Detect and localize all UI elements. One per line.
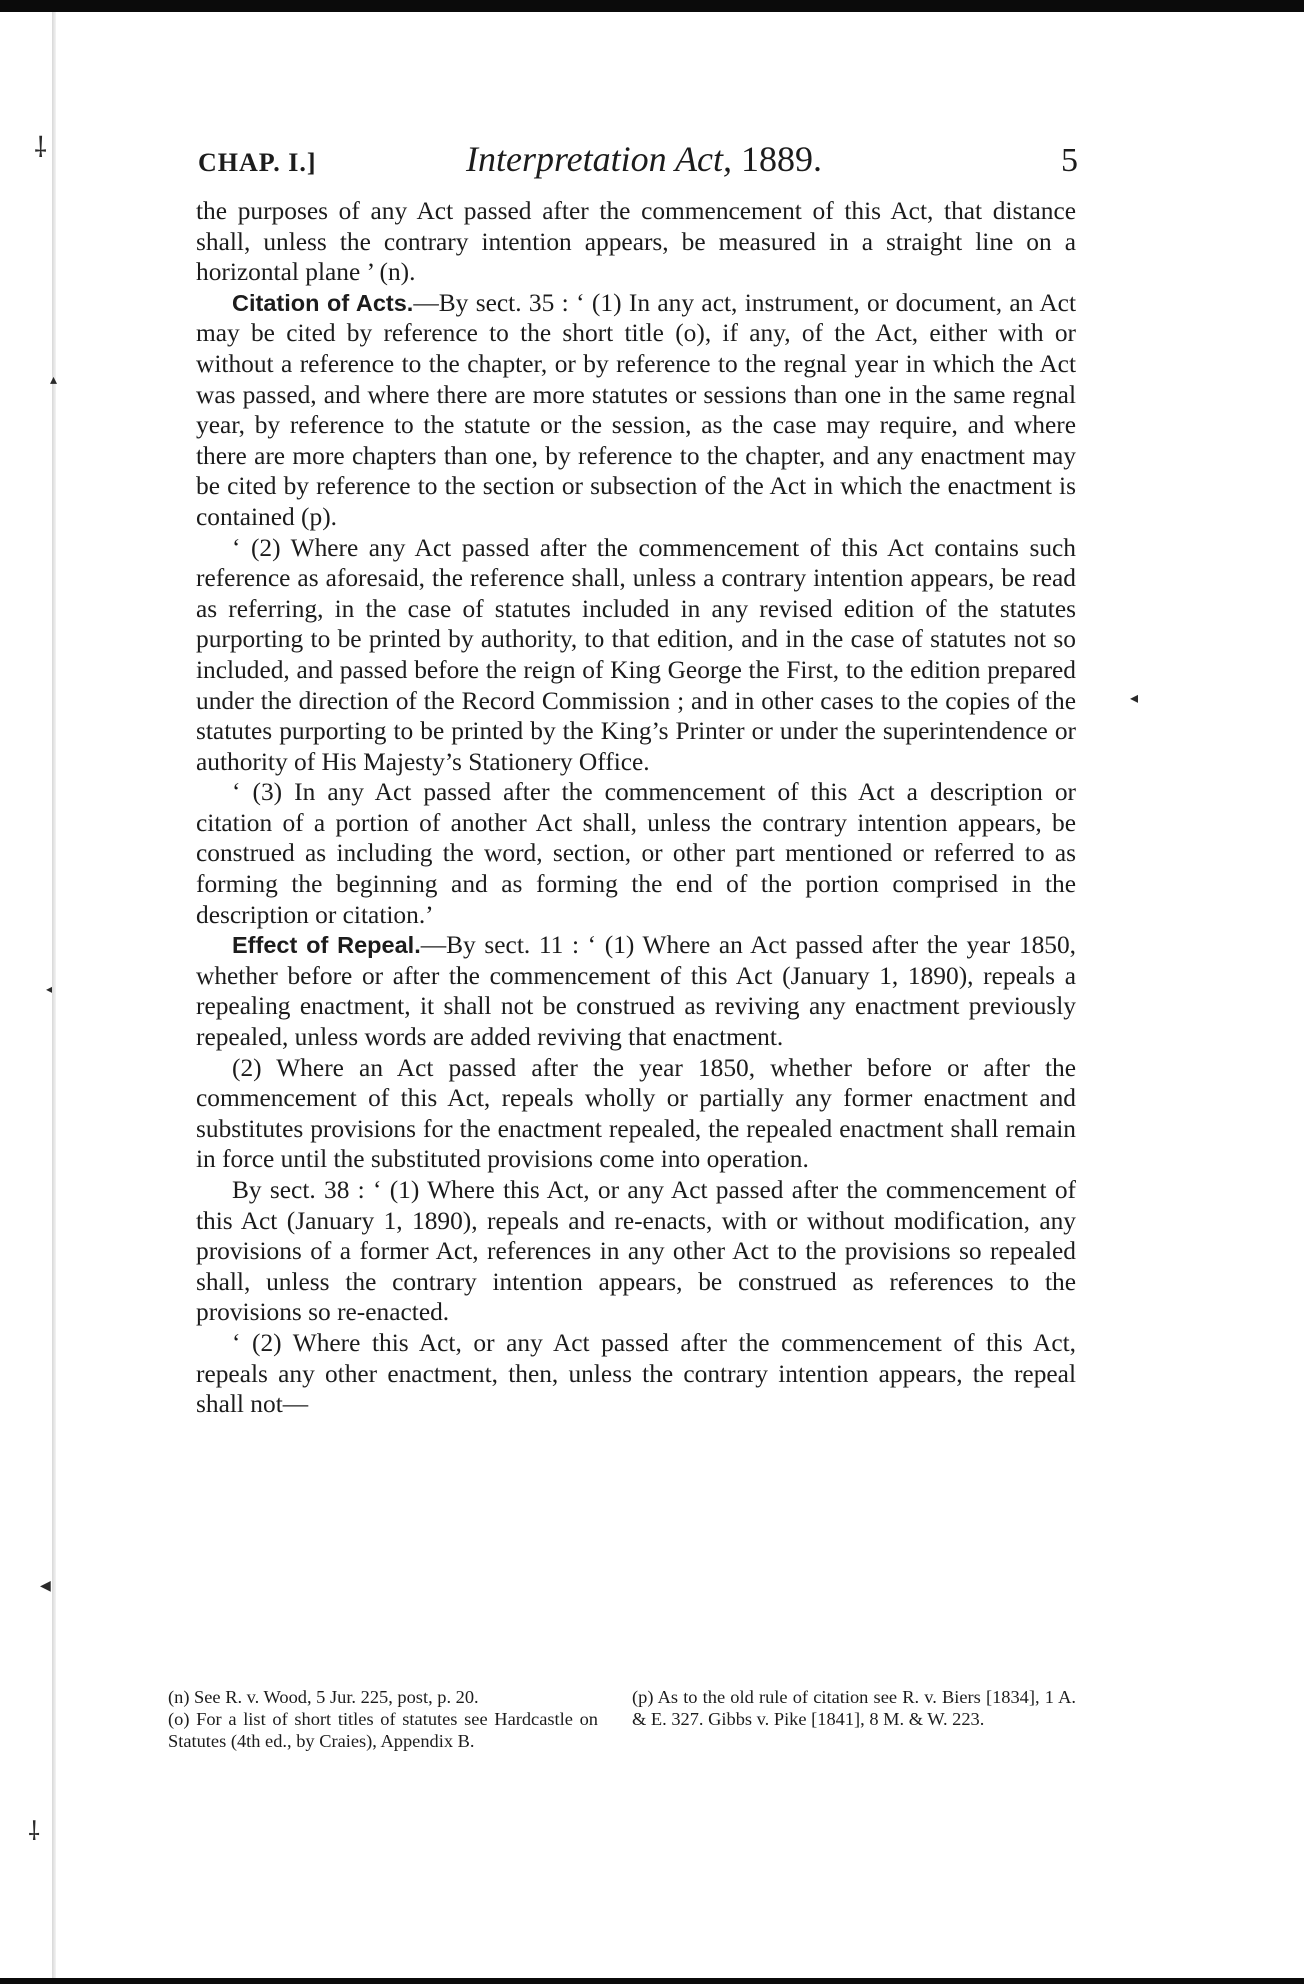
- section-heading-repeal: Effect of Repeal.: [232, 932, 421, 959]
- paragraph-continuation: the purposes of any Act passed after the commencement of this Act, that distance shall, unless the contrary intention appears, be measured in a straight line on a horizontal plane ’ (n).: [196, 197, 1076, 287]
- paragraph-sect-38-2: ‘ (2) Where this Act, or any Act passed after the commencement of this Act, repeals any other enactment, then, unless the contrary intention appears, the repeal shall not—: [196, 1328, 1076, 1419]
- margin-mark-upper: ▴: [50, 372, 58, 388]
- margin-mark-middle: ◂: [46, 982, 53, 996]
- margin-mark-lower: ◀: [40, 1578, 51, 1594]
- chapter-label: CHAP. I.]: [198, 148, 317, 177]
- margin-mark-bottom: ⸸: [28, 1817, 41, 1847]
- page-title: [466, 138, 822, 180]
- running-head: [198, 138, 1078, 188]
- scan-top-border: [0, 0, 1304, 12]
- paragraph-text: —By sect. 11 : ‘ (1) Where an Act passed after the year 1850, whether before or after the commencement of this Act (January 1, 1890), repeals a repealing enactment, it shall not be construed as reviving any enactment previously repealed, unless words are added reviving that enactment.: [196, 931, 1077, 1052]
- paragraph-subsection-3: ‘ (3) In any Act passed after the commencement of this Act a description or citation of a portion of another Act shall, unless the contrary intention appears, be construed as including the word, section, or other part mentioned or referred to as forming the beginning and as forming the end of the portion comprised in the description or citation.’: [196, 778, 1076, 929]
- paragraph-sect-38: By sect. 38 : ‘ (1) Where this Act, or any Act passed after the commencement of this Act (January 1, 1890), repeals and re-enacts, with or without modification, any provisions of a former Act, references in any other Act to the provisions so repealed shall, unless the contrary intention appears, be construed as references to the provisions so re-enacted.: [196, 1176, 1076, 1327]
- act-year: 1889.: [740, 139, 822, 179]
- page-number: 5: [1061, 142, 1078, 179]
- footnotes-left-column: [168, 1686, 598, 1752]
- footnotes-right-column: [632, 1686, 1076, 1730]
- paragraph-citation-of-acts: [196, 288, 1076, 533]
- act-title: Interpretation Act,: [466, 139, 732, 179]
- footnote-o: (o) For a list of short titles of statutes see Hardcastle on Statutes (4th ed., by Craies), Appendix B.: [168, 1709, 598, 1751]
- scan-bottom-border: [0, 1978, 1304, 1984]
- margin-mark-top: ⸸: [34, 131, 48, 164]
- paragraph-effect-of-repeal: [196, 930, 1076, 1052]
- scan-page-edge: [52, 12, 56, 1978]
- paragraph-repeal-2: (2) Where an Act passed after the year 1850, whether before or after the commencement of this Act, repeals wholly or partially any former enactment and substitutes provisions for the enactment repealed, the repealed enactment shall remain in force until the substituted provisions come into operation.: [196, 1053, 1076, 1174]
- margin-mark-right: ◂: [1130, 688, 1139, 707]
- footnote-p: (p) As to the old rule of citation see R. v. Biers [1834], 1 A. & E. 327. Gibbs v. Pike [1841], 8 M. & W. 223.: [632, 1687, 1076, 1729]
- section-heading-citation: Citation of Acts.: [232, 289, 414, 316]
- footnote-n: (n) See R. v. Wood, 5 Jur. 225, post, p. 20.: [168, 1687, 479, 1707]
- paragraph-text: —By sect. 35 : ‘ (1) In any act, instrument, or document, an Act may be cited by reference to the short title (o), if any, of the Act, either with or without a reference to the chapter, or by reference to the regnal year in which the Act was passed, and where there are more statutes or sessions than one in the same regnal year, by reference to the statute or the session, as the case may require, and where there are more chapters than one, by reference to the chapter, and any enactment may be cited by reference to the section or subsection of the Act in which the enactment is contained (p).: [196, 288, 1077, 531]
- main-text: [196, 196, 1076, 1420]
- paragraph-subsection-2: ‘ (2) Where any Act passed after the commencement of this Act contains such reference as aforesaid, the reference shall, unless a contrary intention appears, be read as referring, in the case of statutes included in any revised edition of the statutes purporting to be printed by authority, to that edition, and in the case of statutes not so included, and passed before the reign of King George the First, to the edition prepared under the direction of the Record Commission ; and in other cases to the copies of the statutes purporting to be printed by the King’s Printer or under the superintendence or authority of His Majesty’s Stationery Office.: [196, 533, 1076, 776]
